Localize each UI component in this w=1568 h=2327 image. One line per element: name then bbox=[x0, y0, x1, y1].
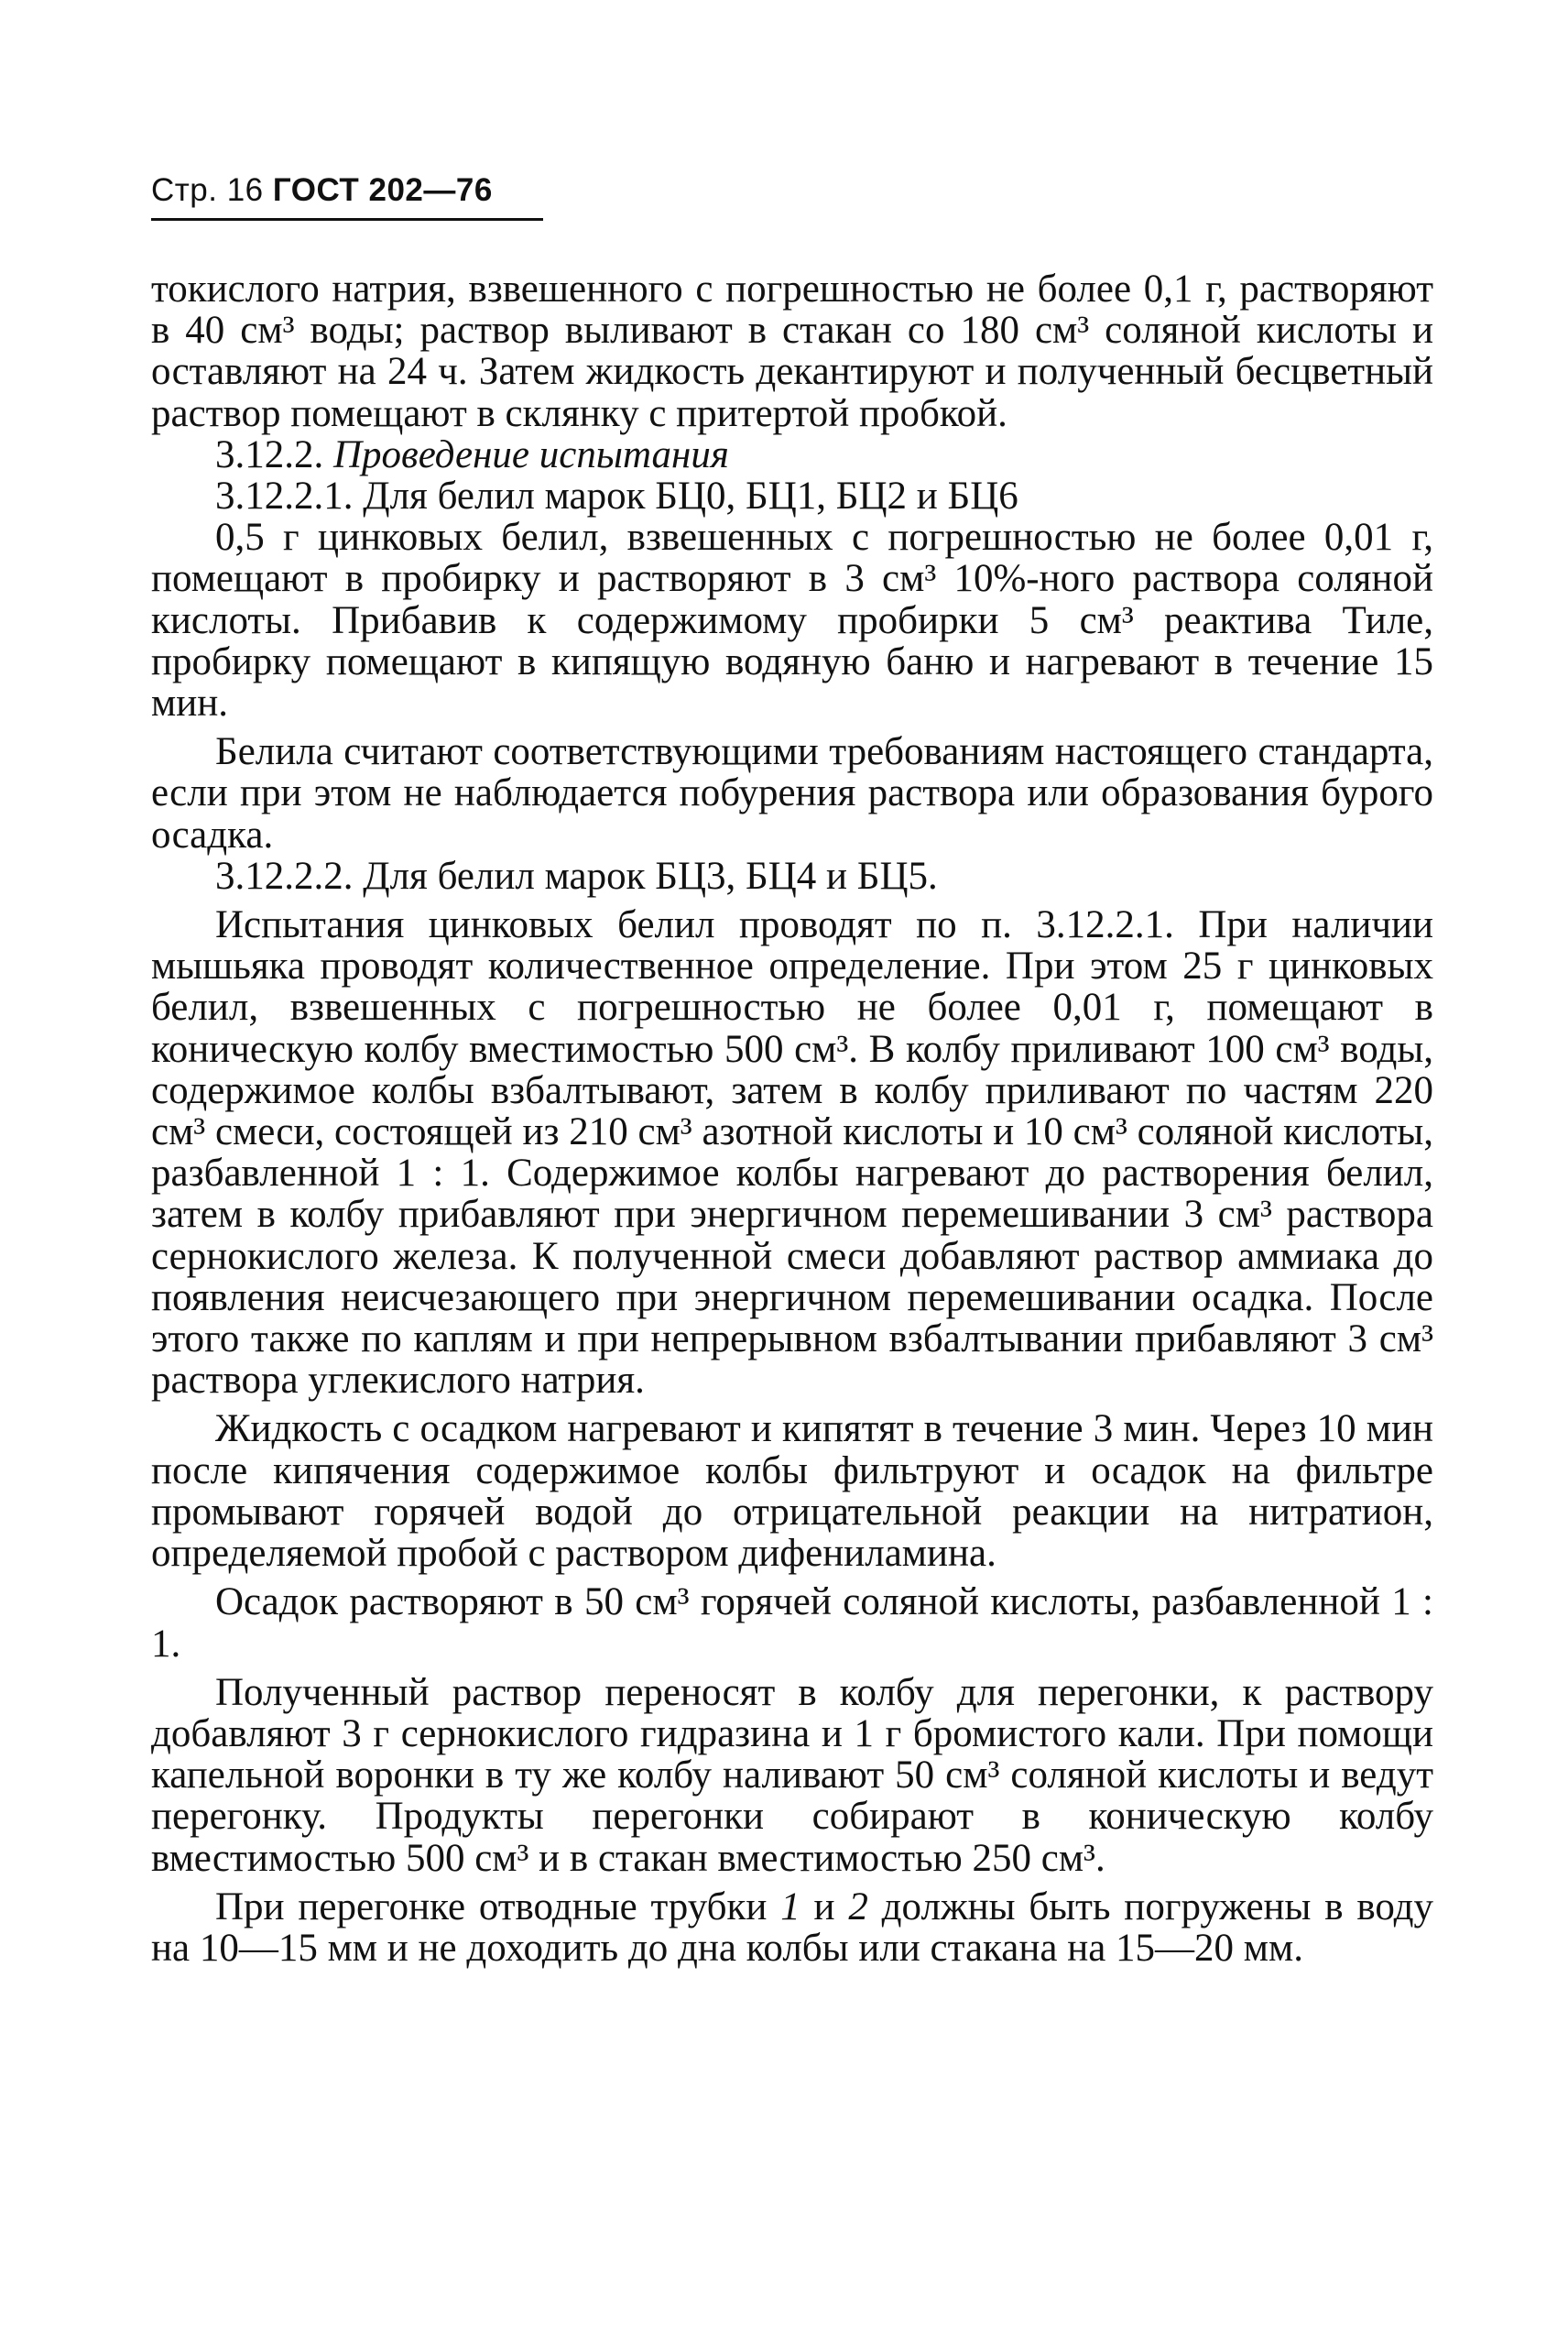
paragraph-tubes bbox=[151, 1886, 1433, 1969]
subsection-3-12-2-1: 3.12.2.1. Для белил марок БЦ0, БЦ1, БЦ2 и БЦ6 bbox=[215, 475, 1018, 519]
paragraph-compliance: Белила считают соответствующими требованиям настоящего стандарта, если при этом не наблюдается побурения раствора или образования бурого осадка. bbox=[151, 730, 1433, 857]
header-divider bbox=[151, 218, 543, 221]
page-number: Стр. 16 bbox=[151, 172, 264, 208]
paragraph-distillation: Полученный раствор переносят в колбу для перегонки, к раствору добавляют 3 г сернокислого гидразина и 1 г бромистого кали. При помощи капельной воронки в ту же колбу наливают 50 см³ соляной кислоты и ведут перегонку. Продукты перегонки собирают в коническую колбу вместимостью 500 см³ и в стакан вместимостью 250 см³. bbox=[151, 1670, 1433, 1880]
tubes-text-start: При перегонке отводные трубки bbox=[215, 1885, 768, 1928]
subsection-3-12-2-2: 3.12.2.2. Для белил марок БЦ3, БЦ4 и БЦ5. bbox=[215, 854, 938, 898]
section-title: Проведение испытания bbox=[333, 432, 729, 476]
page-header bbox=[151, 170, 493, 211]
tube-2-label: 2 bbox=[848, 1885, 868, 1928]
paragraph-sample-preparation: 0,5 г цинковых белил, взвешенных с погрешностью не более 0,01 г, помещают в пробирку и растворяют в 3 см³ 10%-ного раствора соляной кислоты. Прибавив к содержимому пробирки 5 см³ реактива Тиле, пробирку помещают в кипящую водяную баню и нагревают в течение 15 мин. bbox=[151, 516, 1433, 726]
paragraph-continuation: токислого натрия, взвешенного с погрешностью не более 0,1 г, растворяют в 40 см³ воды; раствор выливают в стакан со 180 см³ соляной кислоты и оставляют на 24 ч. Затем жидкость декантируют и полученный бесцветный раствор помещают в склянку с притертой пробкой. bbox=[151, 268, 1433, 435]
tubes-text-end: должны быть погружены в воду на 10—15 мм и не доходить до дна колбы или стакана на 15—20 мм. bbox=[151, 1885, 1433, 1970]
tube-1-label: 1 bbox=[780, 1885, 800, 1928]
standard-number: ГОСТ 202—76 bbox=[272, 172, 493, 208]
document-body bbox=[151, 268, 1433, 1969]
section-number: 3.12.2. bbox=[215, 432, 324, 476]
paragraph-filtration: Жидкость с осадком нагревают и кипятят в течение 3 мин. Через 10 мин после кипячения содержимое колбы фильтруют и осадок на фильтре промывают горячей водой до отрицательной реакции на нитратион, определяемой пробой с раствором дифениламина. bbox=[151, 1407, 1433, 1576]
section-heading-3-12-2 bbox=[151, 434, 1433, 475]
tubes-conjunction: и bbox=[813, 1885, 835, 1928]
paragraph-arsenic-test: Испытания цинковых белил проводят по п. 3.12.2.1. При наличии мышьяка проводят количественное определение. При этом 25 г цинковых белил, взвешенных с погрешностью не более 0,01 г, помещают в коническую колбу вместимостью 500 см³. В колбу приливают 100 см³ воды, содержимое колбы взбалтывают, затем в колбу приливают по частям 220 см³ смеси, состоящей из 210 см³ азотной кислоты и 10 см³ соляной кислоты, разбавленной 1 : 1. Содержимое колбы нагревают до растворения белил, затем в колбу прибавляют при энергичном перемешивании 3 см³ раствора сернокислого железа. К полученной смеси добавляют раствор аммиака до появления неисчезающего при энергичном перемешивании осадка. После этого также по каплям и при непрерывном взбалтывании прибавляют 3 см³ раствора углекислого натрия. bbox=[151, 903, 1433, 1403]
paragraph-dissolve-precipitate: Осадок растворяют в 50 см³ горячей соляной кислоты, разбавленной 1 : 1. bbox=[151, 1580, 1433, 1666]
